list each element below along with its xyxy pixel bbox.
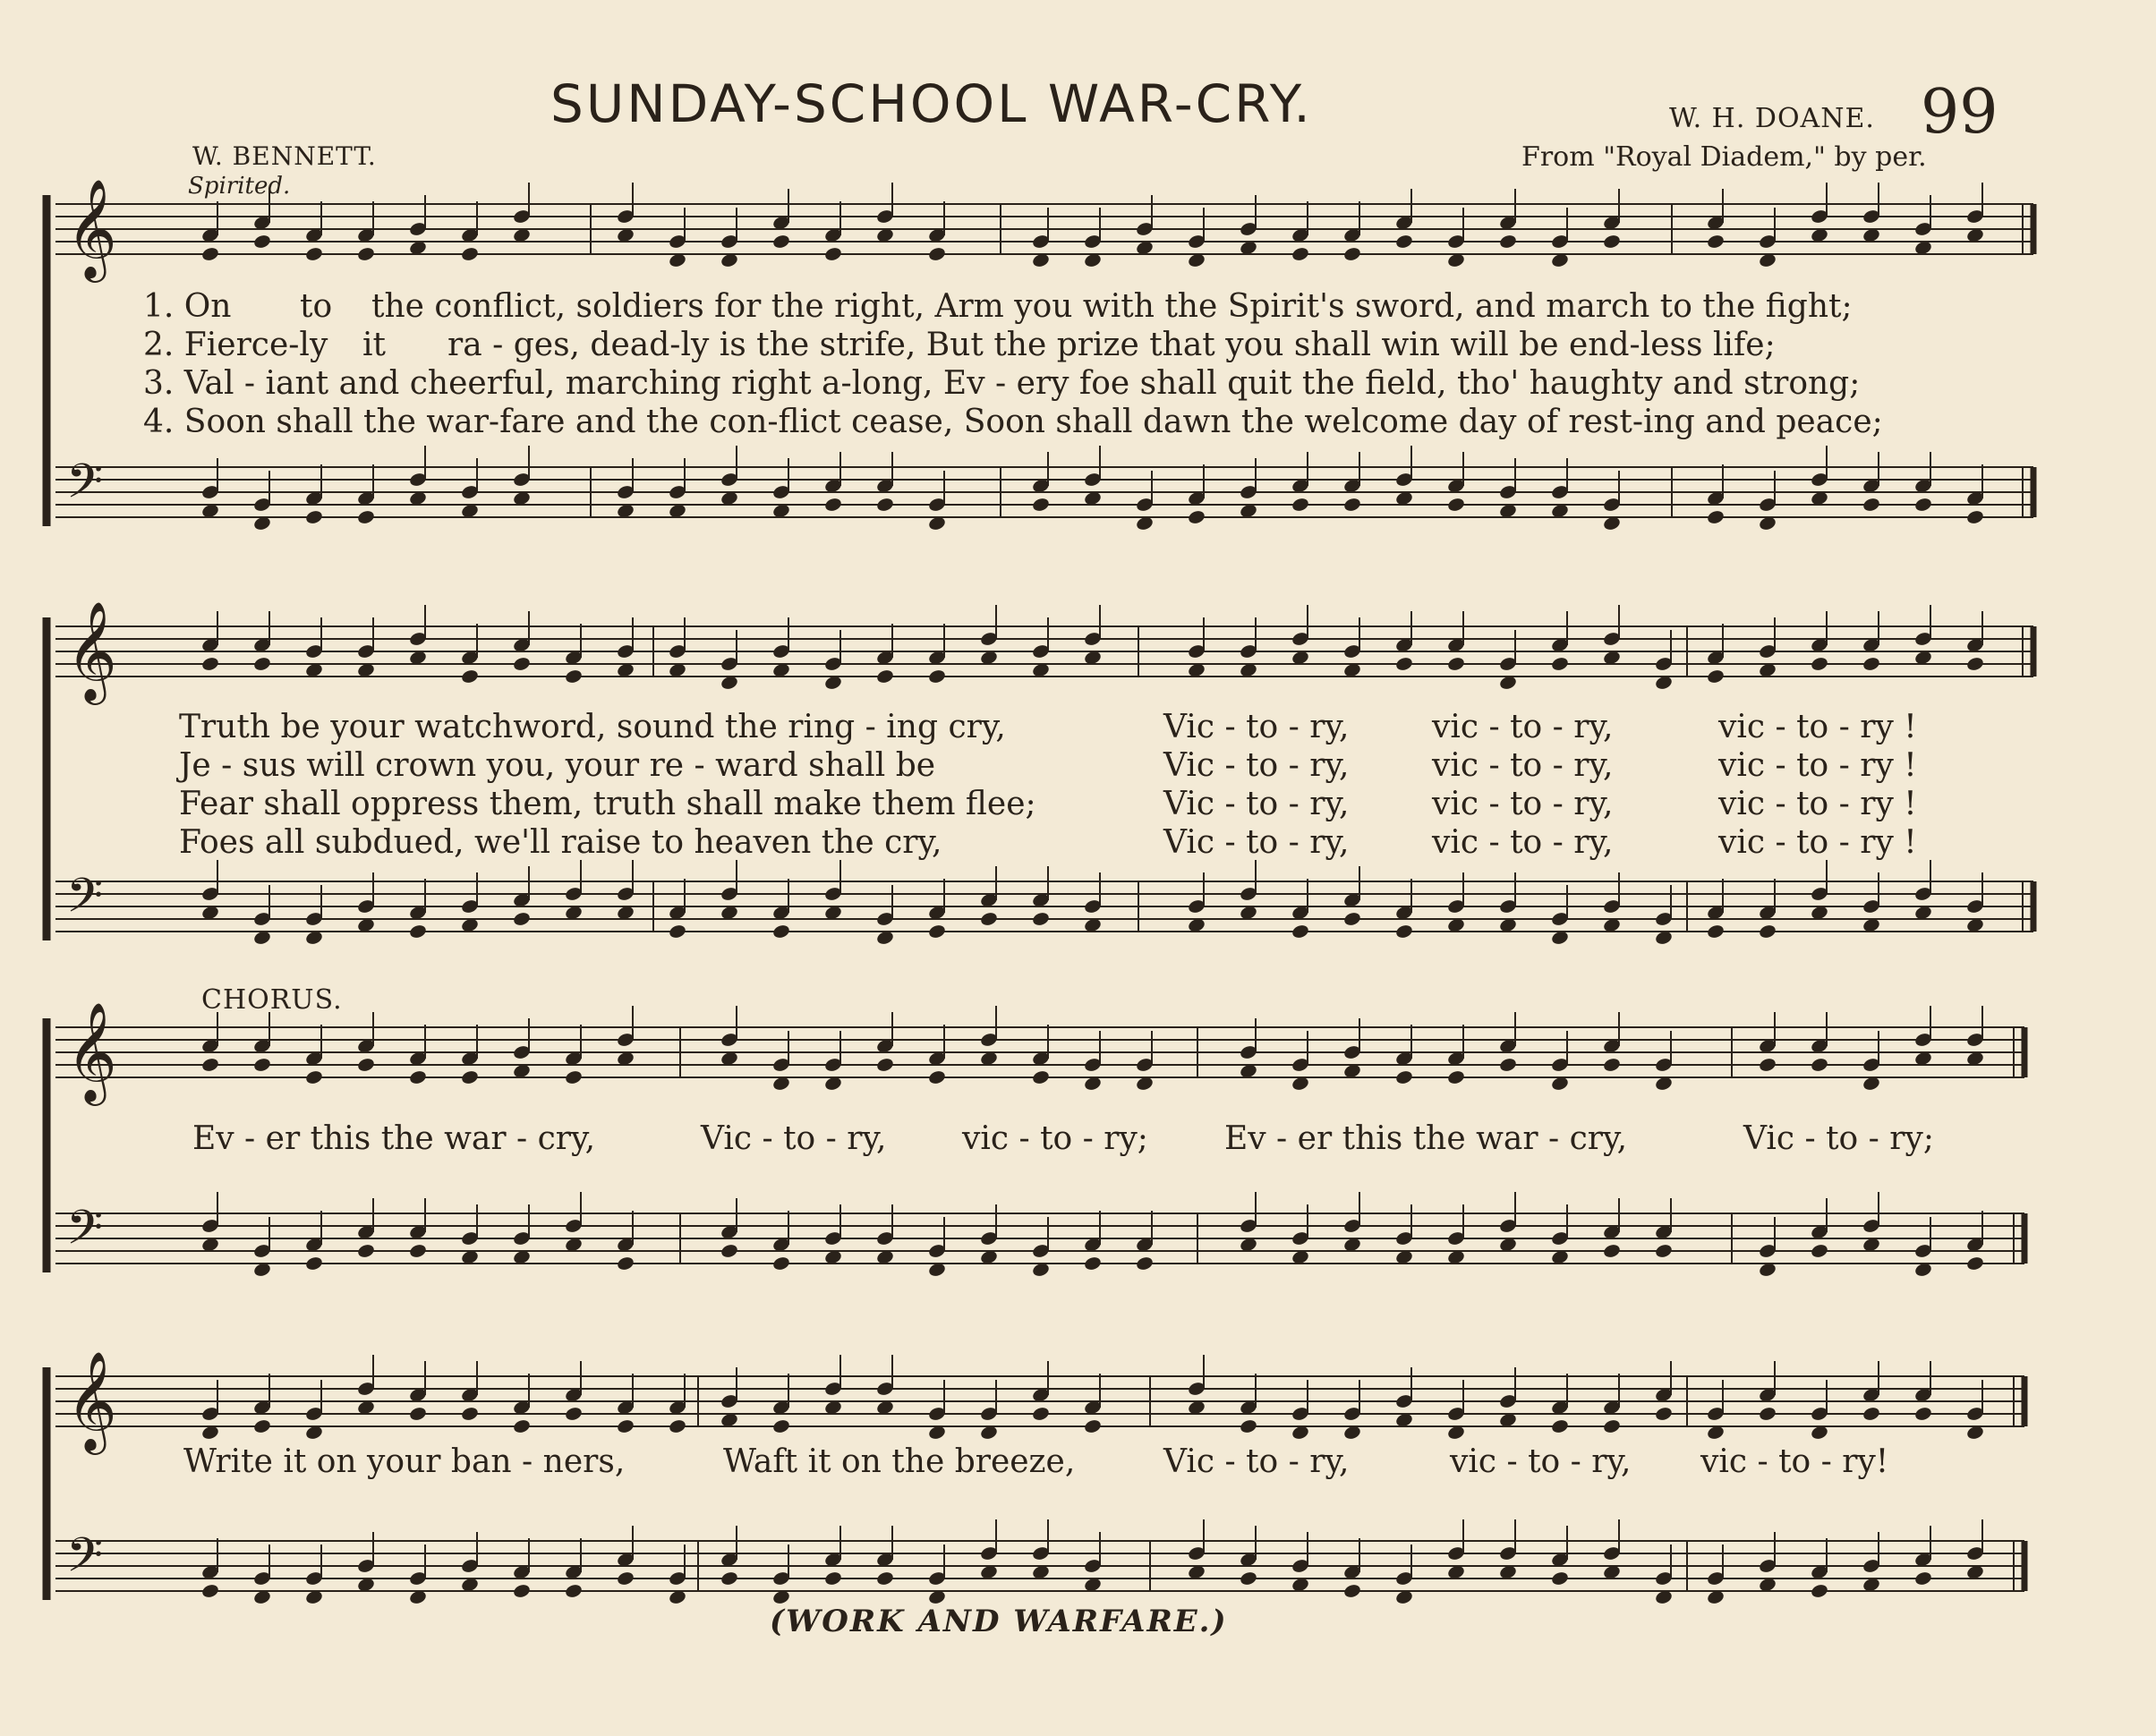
note-head <box>1602 1243 1621 1259</box>
note-head <box>1239 1418 1257 1434</box>
note-head <box>771 1255 790 1272</box>
note-head <box>1913 1406 1932 1422</box>
note-head <box>1965 656 1984 672</box>
lyric-fragment: vic - to - ry; <box>962 1120 1148 1157</box>
verse-2-line-2 <box>0 747 2156 787</box>
note-head <box>720 1243 738 1259</box>
note-head <box>1239 1570 1257 1587</box>
note-head <box>1965 509 1984 525</box>
verse-1-line-1 <box>0 288 2156 328</box>
lyric-fragment: Foes all subdued, we'll raise to heaven the cry, <box>179 824 942 861</box>
note-head <box>408 923 427 940</box>
lyric-fragment: Vic - to - ry, <box>1163 709 1350 745</box>
lyric-fragment: Fear shall oppress them, truth shall make them flee; <box>179 786 1036 822</box>
note-head <box>875 497 894 513</box>
note-head <box>927 246 946 262</box>
note-head <box>460 668 479 685</box>
note-head <box>252 1057 271 1073</box>
note-head <box>200 1583 219 1599</box>
note-head <box>771 923 790 940</box>
note-head <box>200 656 219 672</box>
note-head <box>1706 668 1725 685</box>
note-head <box>823 1570 842 1587</box>
tempo-marking: Spirited. <box>188 173 291 200</box>
note-head <box>927 1069 946 1085</box>
treble-clef-icon: 𝄞 <box>66 178 117 278</box>
note-head <box>1602 1418 1621 1434</box>
note-head <box>1965 1255 1984 1272</box>
lyric-fragment: vic - to - ry ! <box>1718 824 1917 861</box>
lyric-fragment: vic - to - ry, <box>1432 786 1614 822</box>
note-head <box>356 1057 375 1073</box>
note-head <box>1706 234 1725 250</box>
note-head <box>1291 923 1309 940</box>
note-head <box>252 1418 271 1434</box>
note-head <box>1654 1406 1673 1422</box>
note-head <box>1291 246 1309 262</box>
note-head <box>1862 1406 1880 1422</box>
lyric-fragment: to <box>300 288 333 325</box>
note-head <box>1394 656 1413 672</box>
note-head <box>927 923 946 940</box>
source-credit: From "Royal Diadem," by per. <box>1521 141 1927 173</box>
lyric-fragment: Write it on your ban - ners, <box>183 1443 626 1480</box>
note-head <box>771 234 790 250</box>
note-head <box>1810 656 1828 672</box>
note-head <box>304 246 323 262</box>
lyric-fragment: vic - to - ry ! <box>1718 786 1917 822</box>
lyric-fragment: Je - sus will crown you, your re - ward shall be <box>179 747 936 784</box>
treble-clef-icon: 𝄞 <box>66 1001 117 1102</box>
note-head <box>1810 1243 1828 1259</box>
note-head <box>1862 656 1880 672</box>
note-head <box>823 246 842 262</box>
lyric-fragment: Ev - er this the war - cry, <box>1224 1120 1628 1157</box>
lyric-fragment: 1. On <box>143 288 232 325</box>
note-head <box>304 1069 323 1085</box>
note-head <box>1602 234 1621 250</box>
note-head <box>1342 911 1361 927</box>
note-head <box>1602 1057 1621 1073</box>
note-head <box>1550 1418 1569 1434</box>
note-head <box>460 1069 479 1085</box>
note-head <box>512 656 531 672</box>
note-head <box>460 1406 479 1422</box>
note-head <box>564 668 583 685</box>
lyric-fragment: it <box>362 327 386 363</box>
note-head <box>1394 923 1413 940</box>
lyric-fragment: 3. Val - iant and cheerful, marching right a-long, Ev - ery foe shall quit the field, tho' haughty and strong; <box>143 365 1861 402</box>
note-head <box>616 1570 635 1587</box>
lyric-fragment: 4. Soon shall the war-fare and the con-flict cease, Soon shall dawn the welcome day of rest-ing and peace; <box>143 404 1883 440</box>
note-head <box>1758 923 1777 940</box>
lyric-fragment: Waft it on the breeze, <box>723 1443 1076 1480</box>
note-head <box>1083 1255 1102 1272</box>
note-head <box>1342 1583 1361 1599</box>
lyric-fragment: Vic - to - ry, <box>1163 1443 1350 1480</box>
note-head <box>408 1069 427 1085</box>
note-head <box>1291 497 1309 513</box>
verse-3-line-1 <box>0 365 2156 404</box>
note-head <box>564 1069 583 1085</box>
lyric-fragment: vic - to - ry ! <box>1718 709 1917 745</box>
note-head <box>1498 1057 1517 1073</box>
note-head <box>1913 497 1932 513</box>
verse-1-line-2 <box>0 709 2156 748</box>
note-head <box>1706 509 1725 525</box>
composer-credit: W. H. DOANE. <box>1669 103 1875 134</box>
note-head <box>512 1583 531 1599</box>
note-head <box>1498 234 1517 250</box>
bass-clef-icon: 𝄢 <box>66 455 104 521</box>
lyric-fragment: vic - to - ry, <box>1432 824 1614 861</box>
note-head <box>875 1057 894 1073</box>
note-head <box>720 1570 738 1587</box>
note-head <box>1394 1069 1413 1085</box>
treble-clef-icon: 𝄞 <box>66 1350 117 1451</box>
treble-clef-icon: 𝄞 <box>66 600 117 701</box>
page-number: 99 <box>1921 77 1998 148</box>
note-head <box>771 1418 790 1434</box>
note-head <box>1550 656 1569 672</box>
verse-3-line-2 <box>0 786 2156 825</box>
note-head <box>668 1418 686 1434</box>
note-head <box>252 656 271 672</box>
note-head <box>512 1418 531 1434</box>
bass-clef-icon: 𝄢 <box>66 1201 104 1267</box>
note-head <box>979 911 998 927</box>
lyric-fragment: the conflict, soldiers for the right, Arm you with the Spirit's sword, and march to the fight; <box>371 288 1853 325</box>
bass-clef-icon: 𝄢 <box>66 1528 104 1595</box>
note-head <box>1031 911 1050 927</box>
note-head <box>1446 656 1465 672</box>
hymn-title: SUNDAY-SCHOOL WAR-CRY. <box>550 73 1313 134</box>
note-head <box>823 497 842 513</box>
lyric-fragment: Truth be your watchword, sound the ring - ing cry, <box>179 709 1006 745</box>
note-head <box>304 509 323 525</box>
note-head <box>1550 1570 1569 1587</box>
verse-4-line-2 <box>0 824 2156 864</box>
lyric-fragment: Vic - to - ry, <box>701 1120 887 1157</box>
note-head <box>616 1418 635 1434</box>
verse-2-line-1 <box>0 327 2156 366</box>
note-head <box>408 1406 427 1422</box>
lyric-fragment: Vic - to - ry, <box>1163 747 1350 784</box>
note-head <box>1810 1583 1828 1599</box>
lyric-fragment: vic - to - ry! <box>1700 1443 1889 1480</box>
note-head <box>1810 1057 1828 1073</box>
note-head <box>512 911 531 927</box>
lyric-fragment: vic - to - ry ! <box>1718 747 1917 784</box>
note-head <box>1446 1069 1465 1085</box>
note-head <box>1446 497 1465 513</box>
note-head <box>927 668 946 685</box>
chorus-line-1 <box>0 1120 2156 1160</box>
note-head <box>564 1583 583 1599</box>
note-head <box>1083 1418 1102 1434</box>
lyric-fragment: 2. Fierce-ly <box>143 327 328 363</box>
note-head <box>875 1570 894 1587</box>
note-head <box>875 668 894 685</box>
note-head <box>1031 1069 1050 1085</box>
note-head <box>200 1057 219 1073</box>
note-head <box>1862 497 1880 513</box>
note-head <box>1394 234 1413 250</box>
note-head <box>1913 1570 1932 1587</box>
lyric-fragment: Vic - to - ry; <box>1743 1120 1934 1157</box>
footer-credit: (WORK AND WARFARE.) <box>770 1604 1228 1639</box>
note-head <box>200 246 219 262</box>
note-head <box>1031 497 1050 513</box>
bass-clef-icon: 𝄢 <box>66 869 104 935</box>
chorus-line-2 <box>0 1443 2156 1483</box>
note-head <box>616 1255 635 1272</box>
chorus-label: CHORUS. <box>201 984 343 1016</box>
note-head <box>1031 1406 1050 1422</box>
note-head <box>460 246 479 262</box>
lyric-fragment: Vic - to - ry, <box>1163 824 1350 861</box>
lyric-fragment: vic - to - ry, <box>1432 709 1614 745</box>
lyric-fragment: Vic - to - ry, <box>1163 786 1350 822</box>
lyric-fragment: ra - ges, dead-ly is the strife, But the prize that you shall win will be end-less life; <box>447 327 1776 363</box>
note-head <box>668 923 686 940</box>
note-head <box>1342 497 1361 513</box>
note-head <box>564 1406 583 1422</box>
author-credit: W. BENNETT. <box>192 141 377 171</box>
verse-4-line-1 <box>0 404 2156 443</box>
note-head <box>1187 509 1206 525</box>
lyric-fragment: vic - to - ry, <box>1432 747 1614 784</box>
note-head <box>1758 1406 1777 1422</box>
note-head <box>356 1243 375 1259</box>
note-head <box>356 246 375 262</box>
note-head <box>1135 1255 1154 1272</box>
lyric-fragment: Ev - er this the war - cry, <box>192 1120 596 1157</box>
note-head <box>1706 923 1725 940</box>
note-head <box>304 1255 323 1272</box>
note-head <box>1654 1243 1673 1259</box>
note-head <box>1758 1057 1777 1073</box>
note-head <box>408 1243 427 1259</box>
note-head <box>252 234 271 250</box>
lyric-fragment: vic - to - ry, <box>1450 1443 1632 1480</box>
note-head <box>1342 246 1361 262</box>
note-head <box>356 509 375 525</box>
